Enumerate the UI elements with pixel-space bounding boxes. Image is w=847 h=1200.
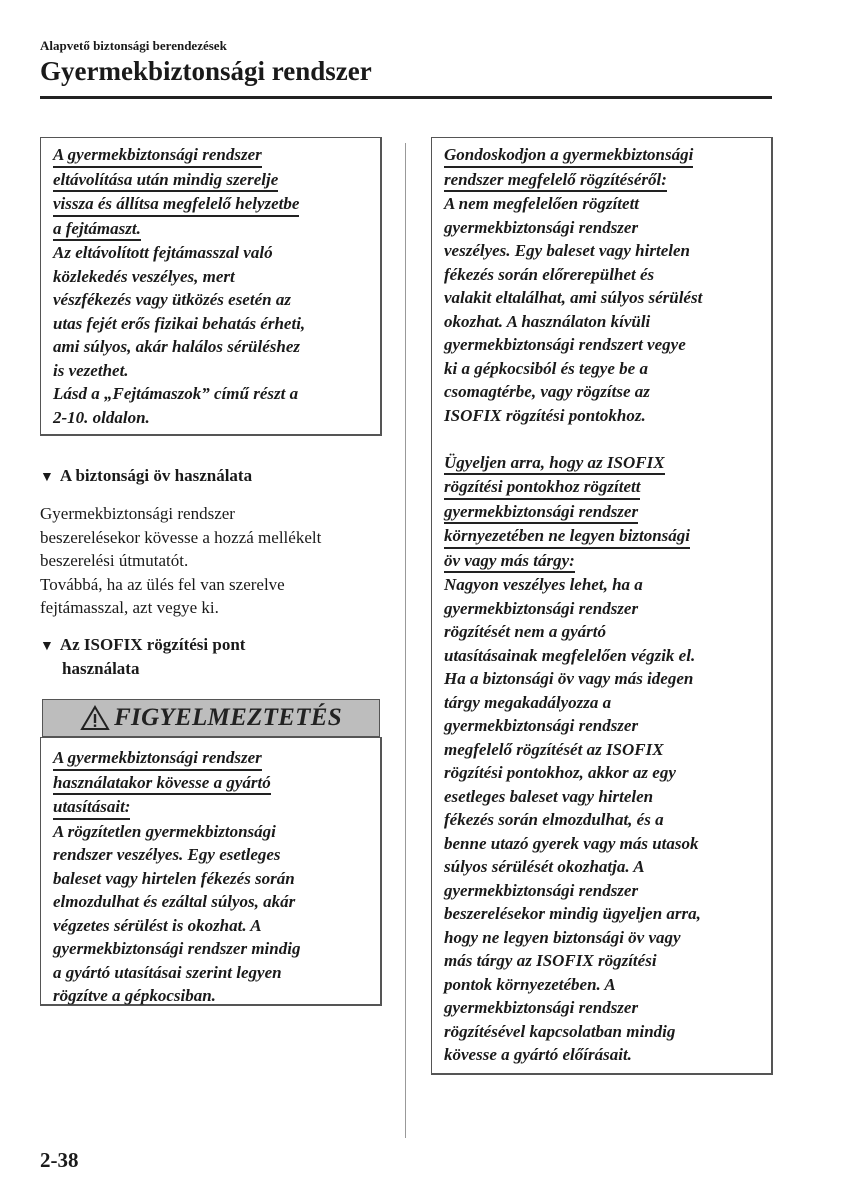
text-line: benne utazó gyerek vagy más utasok	[444, 833, 699, 853]
text-line: rögzítve a gépkocsiban.	[53, 986, 216, 1005]
underlined-text: Ügyeljen arra, hogy az ISOFIX	[444, 452, 665, 476]
triangle-down-icon: ▼	[40, 470, 54, 485]
underlined-text: utasításait:	[53, 796, 130, 820]
warning-body-2	[444, 573, 761, 1067]
breadcrumb: Alapvető biztonsági berendezések	[40, 38, 227, 53]
page-number: 2-38	[40, 1148, 79, 1172]
warning-label: FIGYELMEZTETÉS	[114, 704, 342, 731]
underlined-text: eltávolítása után mindig szerelje	[53, 169, 278, 193]
text-line: gyermekbiztonsági rendszer	[444, 998, 639, 1017]
warning-box-isofix	[431, 137, 773, 1075]
text-line: gyermekbiztonsági rendszer	[444, 716, 639, 735]
isofix-heading-line-1: Az ISOFIX rögzítési pont	[59, 635, 246, 654]
section-heading-seatbelt: ▼ A biztonsági öv használata	[40, 464, 252, 489]
text-line: beszerelésekor kövesse a hozzá mellékelt	[40, 527, 322, 547]
warning-triangle-icon	[80, 705, 110, 731]
text-line: elmozdulhat és ezáltal súlyos, akár	[53, 892, 296, 911]
text-line: beszerelésekor mindig ügyeljen arra,	[444, 904, 701, 923]
text-line: esetleges baleset vagy hirtelen	[444, 786, 654, 806]
warning-heading-2	[444, 451, 761, 574]
underlined-text: vissza és állítsa megfelelő helyzetbe	[53, 193, 299, 217]
text-line: gyermekbiztonsági rendszert vegye	[444, 335, 686, 354]
text-line: Az eltávolított fejtámasszal való	[53, 243, 273, 262]
text-line: A nem megfelelően rögzített	[444, 194, 640, 213]
text-line: ISOFIX rögzítési pontokhoz.	[444, 405, 646, 425]
text-line: 2-10. oldalon.	[53, 407, 150, 427]
text-line: utasításainak megfelelően végzik el.	[444, 645, 696, 665]
text-line: pontok környezetében. A	[444, 974, 616, 994]
text-line: okozhat. A használaton kívüli	[444, 311, 651, 331]
text-line	[53, 771, 370, 796]
text-line: tárgy megakadályozza a	[444, 692, 612, 712]
text-line: rögzítési pontokhoz, akkor az egy	[444, 763, 676, 782]
text-line: kövesse a gyártó előírásait.	[444, 1045, 632, 1064]
underlined-text: Gondoskodjon a gyermekbiztonsági	[444, 144, 693, 168]
text-line: vészfékezés vagy ütközés esetén az	[53, 290, 291, 309]
text-line: utas fejét erős fizikai behatás érheti,	[53, 313, 306, 333]
text-line: gyermekbiztonsági rendszer	[444, 598, 639, 618]
text-line: valakit eltalálhat, ami súlyos sérülést	[444, 288, 703, 307]
text-line: Gyermekbiztonsági rendszer	[40, 504, 235, 523]
text-line: rögzítésével kapcsolatban mindig	[444, 1021, 676, 1041]
text-line	[444, 524, 761, 549]
warning-box-headrest	[40, 137, 382, 436]
text-line: Lásd a „Fejtámaszok” című részt a	[53, 384, 299, 403]
text-line	[53, 168, 370, 193]
column-divider	[405, 143, 406, 1138]
underlined-text: gyermekbiztonsági rendszer	[444, 501, 638, 525]
text-line: rögzítését nem a gyártó	[444, 622, 606, 641]
text-line: fékezés során elmozdulhat, és a	[444, 810, 664, 829]
underlined-text: rendszer megfelelő rögzítéséről:	[444, 169, 667, 193]
text-line: csomagtérbe, vagy rögzítse az	[444, 382, 650, 401]
warning-banner	[42, 699, 380, 737]
page-title: Gyermekbiztonsági rendszer	[40, 56, 372, 86]
text-line: A rögzítetlen gyermekbiztonsági	[53, 821, 276, 841]
text-line: más tárgy az ISOFIX rögzítési	[444, 951, 657, 970]
warning-heading	[53, 746, 370, 820]
underlined-text: használatakor kövesse a gyártó	[53, 772, 271, 796]
text-line	[444, 143, 761, 168]
text-line	[444, 168, 761, 193]
underlined-text: A gyermekbiztonsági rendszer	[53, 144, 262, 168]
text-line	[444, 549, 761, 574]
text-line: Ha a biztonsági öv vagy más idegen	[444, 669, 694, 688]
triangle-down-icon: ▼	[40, 639, 54, 654]
text-line: közlekedés veszélyes, mert	[53, 266, 235, 286]
text-line	[53, 217, 370, 242]
text-line: súlyos sérülését okozhatja. A	[444, 857, 645, 876]
warning-body	[444, 192, 761, 427]
text-line: megfelelő rögzítését az ISOFIX	[444, 739, 664, 759]
text-line: ki a gépkocsiból és tegye be a	[444, 358, 648, 378]
warning-body	[53, 820, 370, 1008]
text-line: gyermekbiztonsági rendszer	[444, 880, 639, 900]
underlined-text: rögzítési pontokhoz rögzített	[444, 476, 640, 500]
text-line	[444, 475, 761, 500]
text-line: baleset vagy hirtelen fékezés során	[53, 868, 295, 888]
text-line: a gyártó utasításai szerint legyen	[53, 962, 282, 982]
underlined-text: A gyermekbiztonsági rendszer	[53, 747, 262, 771]
text-line: hogy ne legyen biztonsági öv vagy	[444, 927, 681, 947]
underlined-text: öv vagy más tárgy:	[444, 550, 575, 574]
text-line: gyermekbiztonsági rendszer mindig	[53, 939, 301, 958]
text-line	[444, 451, 761, 476]
underlined-text: környezetében ne legyen biztonsági	[444, 525, 690, 549]
warning-box-manufacturer	[40, 737, 382, 1006]
warning-heading	[444, 143, 761, 192]
text-line	[53, 143, 370, 168]
section-heading-isofix	[40, 633, 245, 658]
section-heading-isofix-line2: használata	[62, 659, 140, 678]
text-line: Nagyon veszélyes lehet, ha a	[444, 575, 643, 594]
text-line: beszerelési útmutatót.	[40, 551, 189, 570]
text-line: fejtámasszal, azt vegye ki.	[40, 598, 219, 617]
text-line: rendszer veszélyes. Egy esetleges	[53, 845, 281, 864]
text-line: gyermekbiztonsági rendszer	[444, 217, 639, 237]
text-line	[53, 795, 370, 820]
text-line	[53, 192, 370, 217]
title-rule	[40, 96, 772, 99]
warning-heading	[53, 143, 370, 241]
text-line: fékezés során előrerepülhet és	[444, 264, 655, 284]
text-line: végzetes sérülést is okozhat. A	[53, 915, 262, 935]
text-line	[53, 746, 370, 771]
seatbelt-body-text	[40, 502, 321, 620]
text-line: is vezethet.	[53, 360, 129, 380]
underlined-text: a fejtámaszt.	[53, 218, 141, 242]
text-line: veszélyes. Egy baleset vagy hirtelen	[444, 241, 690, 260]
warning-body	[53, 241, 370, 429]
text-line: ami súlyos, akár halálos sérüléshez	[53, 337, 301, 356]
text-line	[444, 500, 761, 525]
text-line: Továbbá, ha az ülés fel van szerelve	[40, 574, 285, 594]
